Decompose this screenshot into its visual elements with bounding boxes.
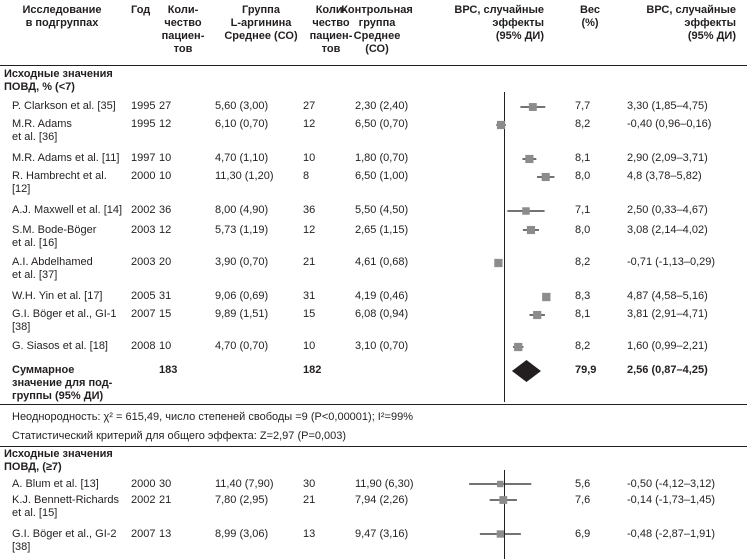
row-weight: 8,1: [575, 308, 591, 320]
row-year: 2002: [131, 494, 156, 506]
summary-n-ctrl: 182: [303, 364, 322, 376]
row-mean-arg: 7,80 (2,95): [215, 494, 269, 506]
subgroup1-title: Исходные значения ПОВД, % (<7): [4, 68, 113, 93]
row-n-ctrl: 8: [303, 170, 310, 182]
header-effect-col: ВРС, случайные эффекты (95% ДИ): [454, 4, 544, 42]
subgroup2-point-2: [497, 530, 504, 537]
row-mean-ctrl: 7,94 (2,26): [355, 494, 409, 506]
row-effect: 4,8 (3,78–5,82): [627, 170, 702, 182]
row-mean-ctrl: 6,08 (0,94): [355, 308, 409, 320]
row-n-ctrl: 12: [303, 224, 316, 236]
row-study: A.J. Maxwell et al. [14]: [12, 204, 123, 216]
row-study: A. Blum et al. [13]: [12, 478, 99, 490]
row-study: G.I. Böger et al., GI-1 [38]: [12, 308, 117, 333]
row-year: 2007: [131, 308, 156, 320]
row-weight: 8,0: [575, 224, 591, 236]
row-n-arg: 13: [159, 528, 172, 540]
row-study: P. Clarkson et al. [35]: [12, 100, 116, 112]
row-mean-arg: 4,70 (0,70): [215, 340, 269, 352]
row-mean-ctrl: 4,19 (0,46): [355, 290, 409, 302]
row-n-arg: 15: [159, 308, 172, 320]
row-n-arg: 10: [159, 340, 172, 352]
row-effect: 4,87 (4,58–5,16): [627, 290, 708, 302]
subgroup2-title: Исходные значения ПОВД, (≥7): [4, 448, 113, 473]
row-study: S.M. Bode-Böger et al. [16]: [12, 224, 97, 249]
subgroup1-point-3: [542, 173, 550, 181]
row-n-arg: 30: [159, 478, 172, 490]
row-weight: 5,6: [575, 478, 591, 490]
row-effect: -0,40 (0,96–0,16): [627, 118, 712, 130]
subgroup1-point-5: [527, 226, 535, 234]
row-year: 2000: [131, 478, 156, 490]
row-n-ctrl: 36: [303, 204, 316, 216]
subgroup1-point-1: [497, 121, 505, 129]
row-year: 2002: [131, 204, 156, 216]
row-n-arg: 36: [159, 204, 172, 216]
row-study: M.R. Adams et al. [36]: [12, 118, 72, 143]
row-n-ctrl: 21: [303, 256, 316, 268]
row-mean-arg: 8,00 (4,90): [215, 204, 269, 216]
row-n-ctrl: 13: [303, 528, 316, 540]
summary-weight: 79,9: [575, 364, 597, 376]
row-study: R. Hambrecht et al. [12]: [12, 170, 107, 195]
row-mean-arg: 11,40 (7,90): [215, 478, 274, 490]
row-year: 2005: [131, 290, 156, 302]
header-weight: Вес (%): [579, 4, 601, 29]
row-weight: 7,1: [575, 204, 591, 216]
row-mean-arg: 9,06 (0,69): [215, 290, 269, 302]
row-year: 2003: [131, 224, 156, 236]
row-mean-arg: 6,10 (0,70): [215, 118, 269, 130]
subgroup2-point-1: [499, 496, 507, 504]
header-mean-arg: Группа L-аргинина Среднее (СО): [224, 4, 298, 42]
row-n-ctrl: 15: [303, 308, 316, 320]
row-mean-ctrl: 3,10 (0,70): [355, 340, 409, 352]
row-year: 1997: [131, 152, 156, 164]
row-effect: -0,48 (-2,87–1,91): [627, 528, 716, 540]
row-study: M.R. Adams et al. [11]: [12, 152, 120, 164]
row-mean-arg: 5,73 (1,19): [215, 224, 269, 236]
row-mean-arg: 9,89 (1,51): [215, 308, 269, 320]
row-n-ctrl: 12: [303, 118, 316, 130]
row-mean-arg: 3,90 (0,70): [215, 256, 269, 268]
row-n-arg: 12: [159, 118, 172, 130]
row-mean-ctrl: 2,65 (1,15): [355, 224, 409, 236]
row-weight: 8,0: [575, 170, 591, 182]
row-effect: 3,81 (2,91–4,71): [627, 308, 708, 320]
row-effect: -0,14 (-1,73–1,45): [627, 494, 716, 506]
row-effect: -0,50 (-4,12–3,12): [627, 478, 716, 490]
row-effect: 1,60 (0,99–2,21): [627, 340, 708, 352]
row-mean-arg: 8,99 (3,06): [215, 528, 269, 540]
row-n-arg: 10: [159, 152, 172, 164]
header-study: Исследование в подгруппах: [22, 4, 102, 29]
row-mean-arg: 11,30 (1,20): [215, 170, 274, 182]
row-n-arg: 12: [159, 224, 172, 236]
row-weight: 6,9: [575, 528, 591, 540]
row-mean-ctrl: 6,50 (1,00): [355, 170, 409, 182]
row-mean-ctrl: 5,50 (4,50): [355, 204, 409, 216]
row-study: K.J. Bennett-Richards et al. [15]: [12, 494, 119, 519]
row-mean-ctrl: 11,90 (6,30): [355, 478, 414, 490]
row-n-ctrl: 27: [303, 100, 316, 112]
row-effect: 3,08 (2,14–4,02): [627, 224, 708, 236]
row-weight: 7,6: [575, 494, 591, 506]
row-n-ctrl: 30: [303, 478, 316, 490]
header-year: Год: [131, 4, 151, 16]
row-effect: 2,90 (2,09–3,71): [627, 152, 708, 164]
row-n-ctrl: 10: [303, 152, 316, 164]
summary-effect: 2,56 (0,87–4,25): [627, 364, 708, 376]
row-n-ctrl: 10: [303, 340, 316, 352]
overall-test-text: Статистический критерий для общего эффекта: Z=2,97 (P=0,003): [12, 430, 347, 442]
row-n-ctrl: 31: [303, 290, 316, 302]
row-n-arg: 10: [159, 170, 172, 182]
header-mean-ctrl: Контрольная группа Среднее (СО): [341, 4, 413, 55]
subgroup1-point-4: [522, 207, 529, 214]
row-weight: 8,2: [575, 340, 591, 352]
row-n-arg: 27: [159, 100, 172, 112]
header-n-ctrl: Коли- чество пациен- тов: [309, 4, 353, 55]
row-study: G. Siasos et al. [18]: [12, 340, 108, 352]
row-year: 1995: [131, 100, 156, 112]
row-study: A.I. Abdelhamed et al. [37]: [12, 256, 93, 281]
row-n-arg: 21: [159, 494, 172, 506]
subgroup2-point-0: [497, 481, 503, 487]
row-mean-arg: 4,70 (1,10): [215, 152, 269, 164]
subgroup1-point-0: [529, 103, 537, 111]
subgroup1-point-9: [514, 343, 522, 351]
row-year: 1995: [131, 118, 156, 130]
subgroup1-point-7: [542, 293, 550, 301]
row-year: 2000: [131, 170, 156, 182]
row-mean-ctrl: 9,47 (3,16): [355, 528, 409, 540]
row-mean-ctrl: 4,61 (0,68): [355, 256, 409, 268]
row-mean-arg: 5,60 (3,00): [215, 100, 269, 112]
summary-label: Суммарное значение для под- группы (95% ДИ): [12, 364, 113, 402]
summary-diamond: [512, 360, 541, 382]
row-weight: 8,2: [575, 118, 591, 130]
row-effect: -0,71 (-1,13–0,29): [627, 256, 716, 268]
row-weight: 8,2: [575, 256, 591, 268]
row-mean-ctrl: 6,50 (0,70): [355, 118, 409, 130]
row-study: W.H. Yin et al. [17]: [12, 290, 103, 302]
row-effect: 3,30 (1,85–4,75): [627, 100, 708, 112]
subgroup1-point-8: [533, 311, 541, 319]
row-effect: 2,50 (0,33–4,67): [627, 204, 708, 216]
row-study: G.I. Böger et al., GI-2 [38]: [12, 528, 117, 553]
row-year: 2007: [131, 528, 156, 540]
heterogeneity-text: Неоднородность: χ² = 615,49, число степеней свободы =9 (P<0,00001); I²=99%: [12, 411, 413, 423]
row-weight: 7,7: [575, 100, 591, 112]
header-n-arg: Коли- чество пациен- тов: [161, 4, 205, 55]
row-mean-ctrl: 1,80 (0,70): [355, 152, 409, 164]
row-n-arg: 20: [159, 256, 172, 268]
subgroup1-point-2: [525, 155, 533, 163]
row-weight: 8,1: [575, 152, 591, 164]
summary-n-arg: 183: [159, 364, 178, 376]
row-year: 2003: [131, 256, 156, 268]
row-weight: 8,3: [575, 290, 591, 302]
row-year: 2008: [131, 340, 156, 352]
row-n-ctrl: 21: [303, 494, 316, 506]
header-effect-text: ВРС, случайные эффекты (95% ДИ): [646, 4, 736, 42]
row-mean-ctrl: 2,30 (2,40): [355, 100, 409, 112]
row-n-arg: 31: [159, 290, 172, 302]
subgroup1-point-6: [494, 259, 502, 267]
